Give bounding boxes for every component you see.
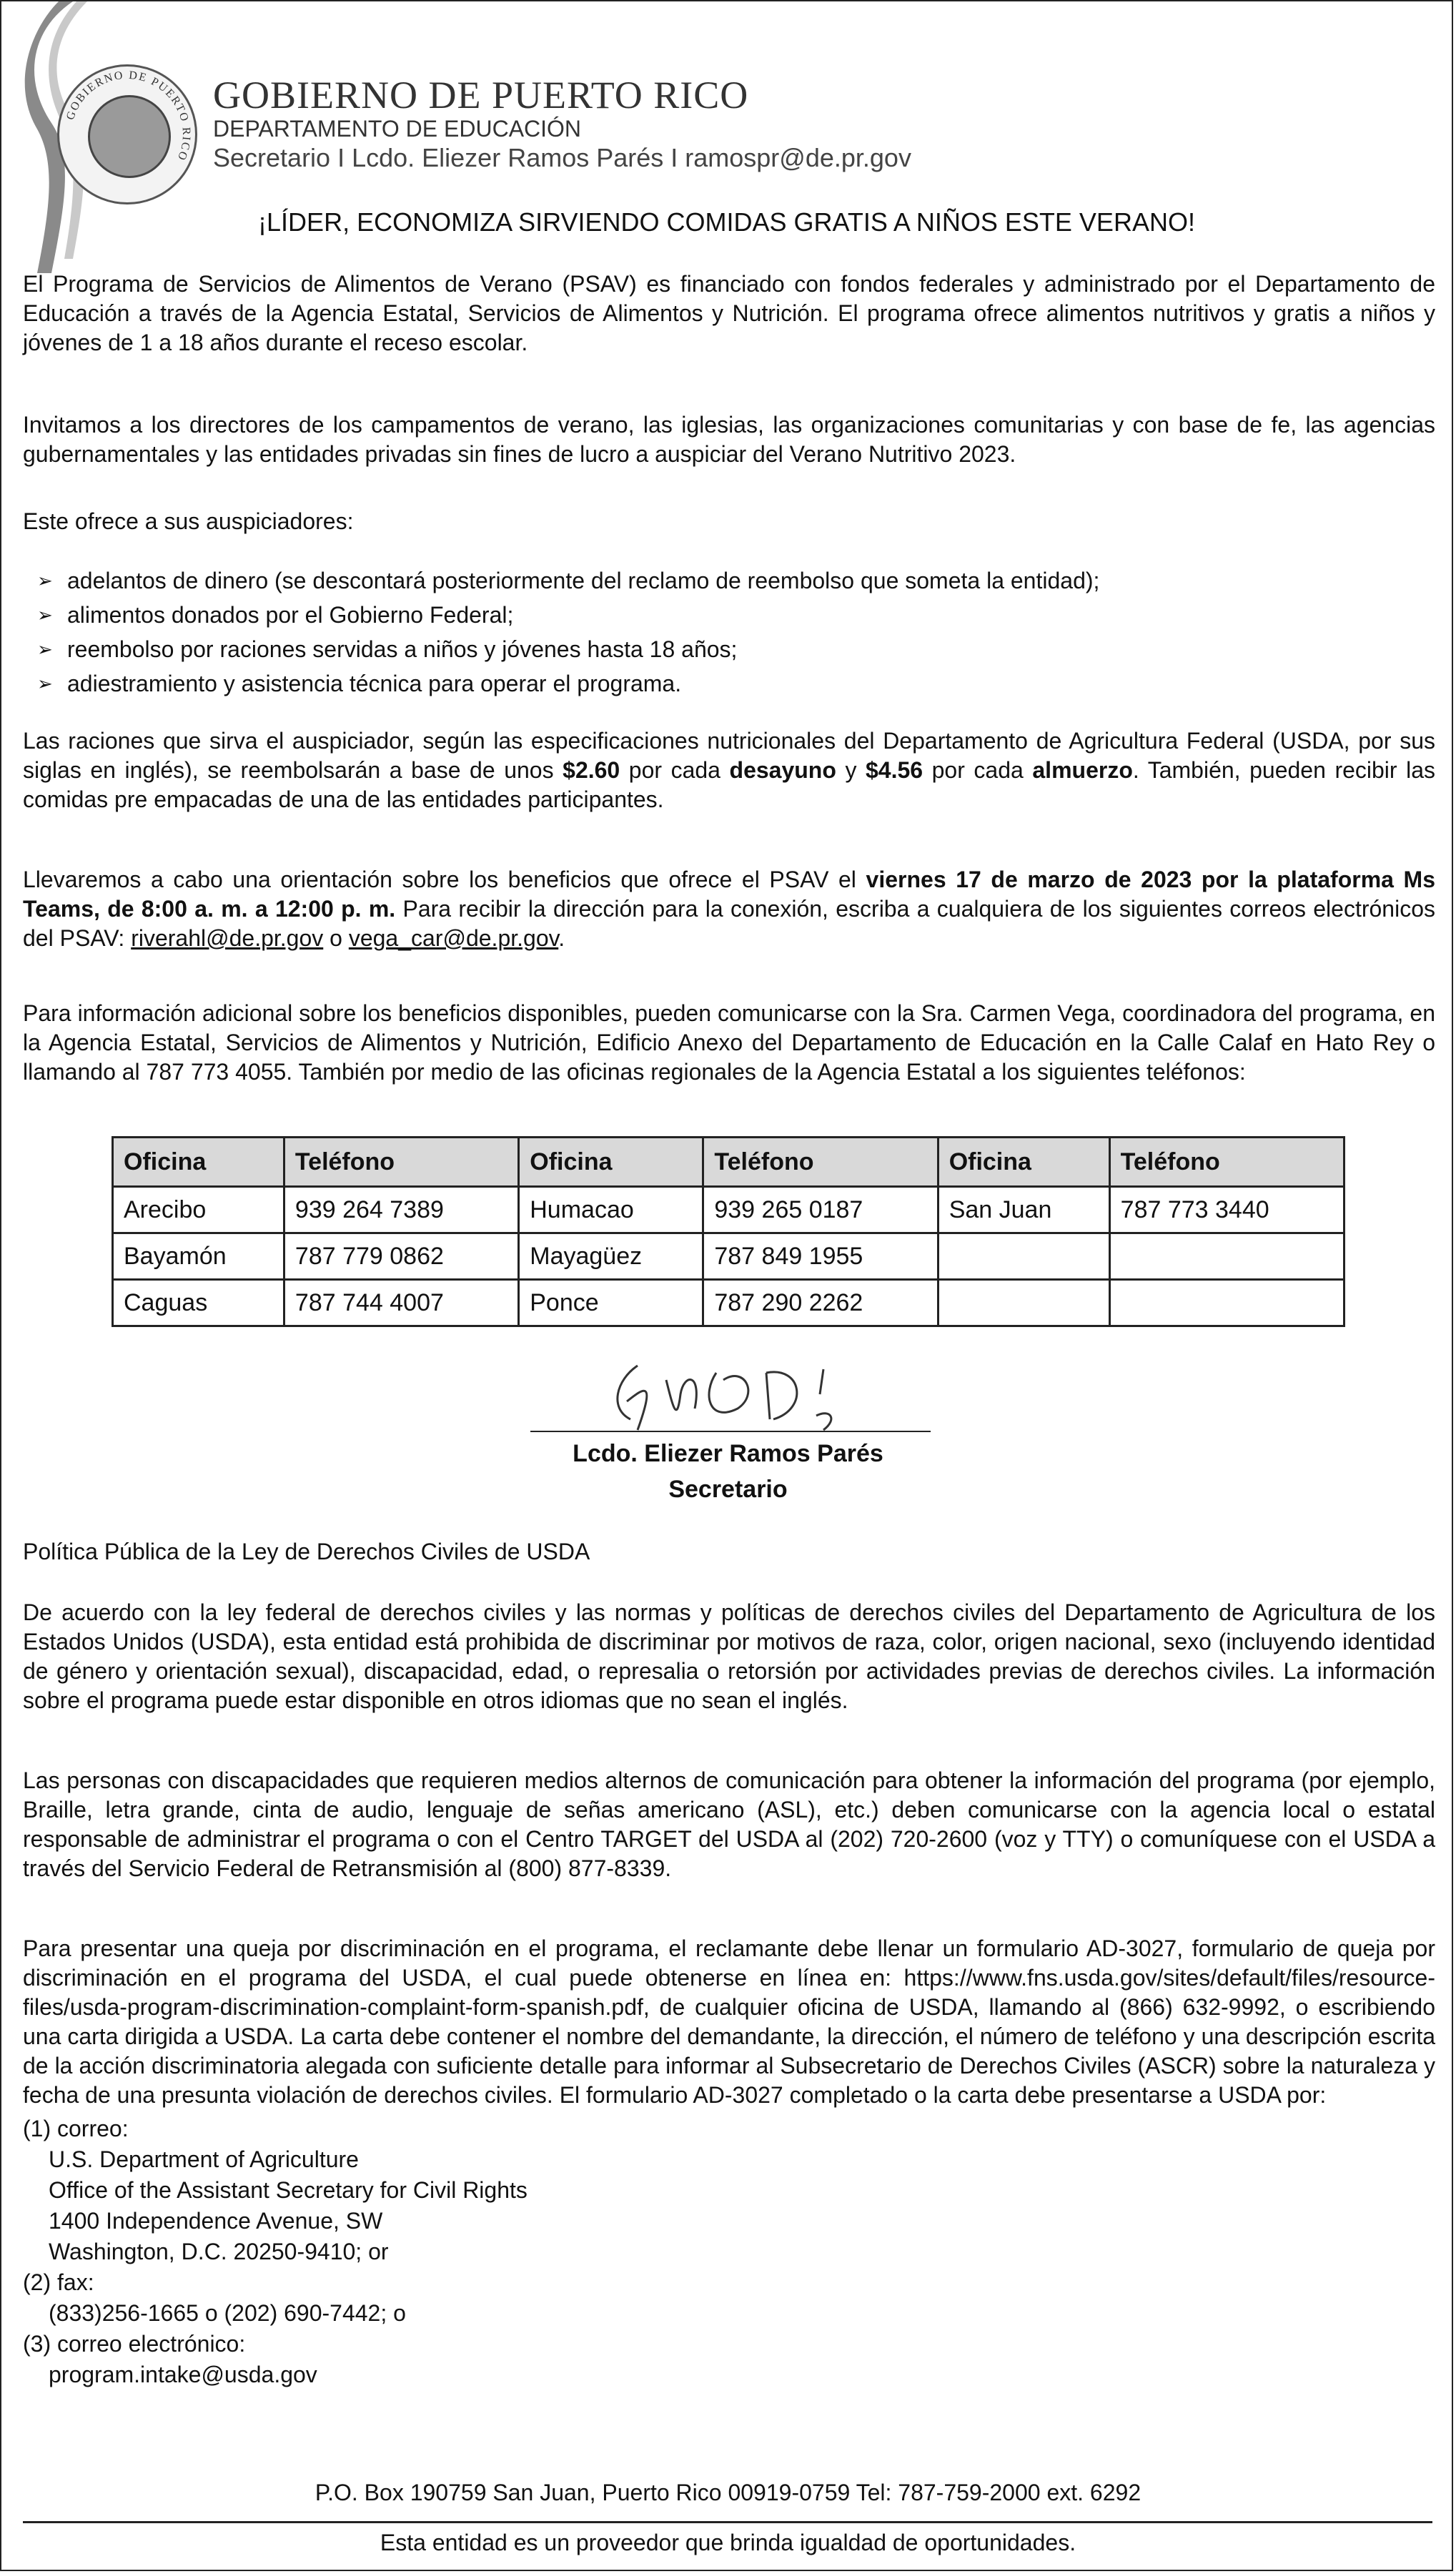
paragraph-reimbursement: Las raciones que sirva el auspiciador, según las especificaciones nutricionales del Departamento de Agricultura Federal (USDA, por sus siglas en inglés), se reembolsarán a base de unos $2.60 por cada desayuno y $4.56 por cada almuerzo. También, pueden recibir las comidas pre empacadas de una de las entidades participantes. bbox=[23, 728, 1436, 812]
table-cell: Caguas bbox=[113, 1280, 284, 1326]
footer-equal-opportunity-note: Esta entidad es un proveedor que brinda igualdad de oportunidades. bbox=[380, 2530, 1076, 2555]
table-row bbox=[113, 1187, 1344, 1233]
list-item: ➢ alimentos donados por el Gobierno Federal; bbox=[37, 598, 1099, 632]
table-cell: Ponce bbox=[519, 1280, 703, 1326]
list-item: ➢ reembolso por raciones servidas a niños y jóvenes hasta 18 años; bbox=[37, 632, 1099, 666]
handwritten-signature bbox=[530, 1351, 931, 1444]
table-cell: Humacao bbox=[519, 1187, 703, 1233]
address-line: (833)256-1665 o (202) 690-7442; o bbox=[49, 2300, 406, 2326]
table-cell bbox=[938, 1233, 1109, 1280]
table-cell: 787 290 2262 bbox=[703, 1280, 938, 1326]
email-link-riverahl[interactable]: riverahl@de.pr.gov bbox=[131, 925, 324, 951]
column-header: Oficina bbox=[938, 1138, 1109, 1187]
benefits-list bbox=[37, 563, 1099, 701]
table-cell: 787 779 0862 bbox=[284, 1233, 518, 1280]
paragraph-orientation: Llevaremos a cabo una orientación sobre los beneficios que ofrece el PSAV el viernes 17 de marzo de 2023 por la plataforma Ms Teams, de 8:00 a. m. a 12:00 p. m. Para recibir la dirección para la conexión, escriba a cualquiera de los siguientes correos electrónicos del PSAV: riverahl@de.pr.gov o vega_car@de.pr.gov. bbox=[23, 867, 1436, 951]
address-line: 1400 Independence Avenue, SW bbox=[49, 2208, 383, 2234]
column-header: Oficina bbox=[113, 1138, 284, 1187]
table-cell: 939 265 0187 bbox=[703, 1187, 938, 1233]
column-header: Teléfono bbox=[284, 1138, 518, 1187]
paragraph-contact: Para información adicional sobre los beneficios disponibles, pueden comunicarse con la Sra. Carmen Vega, coordinadora del programa, en la Agencia Estatal, Servicios de Alimentos y Nutrición, Edificio Anexo del Departamento de Educación en la Calle Calaf en Hato Rey o llamando al 787 773 4055. También por medio de las oficinas regionales de la Agencia Estatal a los siguientes teléfonos: bbox=[23, 1000, 1435, 1085]
address-line: (1) correo: bbox=[23, 2116, 129, 2141]
list-item: ➢ adiestramiento y asistencia técnica para operar el programa. bbox=[37, 666, 1099, 701]
signature-block bbox=[1, 1436, 1453, 1507]
address-line: (2) fax: bbox=[23, 2269, 94, 2295]
paragraph-offers-intro: Este ofrece a sus auspiciadores: bbox=[23, 508, 354, 534]
table-cell: 787 773 3440 bbox=[1109, 1187, 1344, 1233]
table-cell: 939 264 7389 bbox=[284, 1187, 518, 1233]
table-cell bbox=[1109, 1280, 1344, 1326]
department-title: DEPARTAMENTO DE EDUCACIÓN bbox=[213, 116, 582, 142]
arrow-bullet-icon: ➢ bbox=[37, 570, 53, 591]
list-item: ➢ adelantos de dinero (se descontará posteriormente del reclamo de reembolso que someta la entidad); bbox=[37, 563, 1099, 598]
table-row bbox=[113, 1280, 1344, 1326]
table-cell: Arecibo bbox=[113, 1187, 284, 1233]
policy-paragraph-disabilities: Las personas con discapacidades que requieren medios alternos de comunicación para obtener la información del programa (por ejemplo, Braille, letra grande, cinta de audio, lenguaje de señas americano (ASL), etc.) deben comunicarse con la agencia local o estatal responsable de administrar el programa o con el Centro TARGET del USDA al (202) 720-2600 (voz y TTY) o comuníquese con el USDA a través del Servicio Federal de Retransmisión al (800) 877-8339. bbox=[23, 1767, 1435, 1881]
table-cell bbox=[938, 1280, 1109, 1326]
email-link-vega[interactable]: vega_car@de.pr.gov bbox=[348, 925, 559, 951]
address-line: Washington, D.C. 20250-9410; or bbox=[49, 2239, 389, 2264]
table-cell: 787 849 1955 bbox=[703, 1233, 938, 1280]
column-header: Teléfono bbox=[703, 1138, 938, 1187]
paragraph-invitation: Invitamos a los directores de los campamentos de verano, las iglesias, las organizaciones comunitarias y con base de fe, las agencias gubernamentales y las entidades privadas sin fines de lucro a auspiciar del Verano Nutritivo 2023. bbox=[23, 412, 1435, 467]
table-header-row bbox=[113, 1138, 1344, 1187]
arrow-bullet-icon: ➢ bbox=[37, 638, 53, 660]
arrow-bullet-icon: ➢ bbox=[37, 673, 53, 694]
government-title: GOBIERNO DE PUERTO RICO bbox=[213, 74, 749, 117]
table-cell: 787 744 4007 bbox=[284, 1280, 518, 1326]
paragraph-program: El Programa de Servicios de Alimentos de Verano (PSAV) es financiado con fondos federales y administrado por el Departamento de Educación a través de la Agencia Estatal, Servicios de Alimentos y Nutrición. El programa ofrece alimentos nutritivos y gratis a niños y jóvenes de 1 a 18 años durante el receso escolar. bbox=[23, 271, 1435, 355]
address-line: (3) correo electrónico: bbox=[23, 2331, 246, 2357]
policy-paragraph-nondiscrimination: De acuerdo con la ley federal de derechos civiles y las normas y políticas de derechos civiles del Departamento de Agricultura de los Estados Unidos (USDA), esta entidad está prohibida de discriminar por motivos de raza, color, origen nacional, sexo (incluyendo identidad de género y orientación sexual), discapacidad, edad, o represalia o retorsión por actividades previas de derechos civiles. La información sobre el programa puede estar disponible en otros idiomas que no sean el inglés. bbox=[23, 1599, 1435, 1713]
address-line: Office of the Assistant Secretary for Civil Rights bbox=[49, 2177, 528, 2203]
address-line: U.S. Department of Agriculture bbox=[49, 2146, 359, 2172]
address-line: program.intake@usda.gov bbox=[49, 2362, 317, 2387]
signatory-title: Secretario bbox=[668, 1476, 788, 1503]
table-cell: San Juan bbox=[938, 1187, 1109, 1233]
column-header: Teléfono bbox=[1109, 1138, 1344, 1187]
table-row bbox=[113, 1233, 1344, 1280]
government-seal-icon bbox=[57, 64, 197, 204]
footer-address: P.O. Box 190759 San Juan, Puerto Rico 00919-0759 Tel: 787-759-2000 ext. 6292 bbox=[315, 2480, 1141, 2505]
table-cell: Bayamón bbox=[113, 1233, 284, 1280]
policy-title: Política Pública de la Ley de Derechos Civiles de USDA bbox=[23, 1539, 590, 1564]
regional-offices-table bbox=[112, 1136, 1345, 1327]
signatory-name: Lcdo. Eliezer Ramos Parés bbox=[573, 1440, 883, 1467]
headline: ¡LÍDER, ECONOMIZA SIRVIENDO COMIDAS GRATIS A NIÑOS ESTE VERANO! bbox=[258, 207, 1195, 237]
footer-divider bbox=[23, 2521, 1432, 2523]
arrow-bullet-icon: ➢ bbox=[37, 604, 53, 626]
svg-text:GOBIERNO DE PUERTO RICO: GOBIERNO DE PUERTO RICO bbox=[64, 69, 193, 163]
table-cell: Mayagüez bbox=[519, 1233, 703, 1280]
table-cell bbox=[1109, 1233, 1344, 1280]
letterhead bbox=[1, 1, 1452, 216]
secretary-line: Secretario I Lcdo. Eliezer Ramos Parés I ramospr@de.pr.gov bbox=[213, 143, 911, 172]
complaint-address-list bbox=[23, 2114, 528, 2390]
policy-paragraph-complaint: Para presentar una queja por discriminación en el programa, el reclamante debe llenar un formulario AD-3027, formulario de queja por discriminación en el programa del USDA, el cual puede obtenerse en línea en: https://www.fns.usda.gov/sites/default/files/resource-files/usda-program-discrimination-complaint-form-spanish.pdf, de cualquier oficina de USDA, llamando al (866) 632-9992, o escribiendo una carta dirigida a USDA. La carta debe contener el nombre del demandante, la dirección, el número de teléfono y una descripción escrita de la acción discriminatoria alegada con suficiente detalle para informar al Subsecretario de Derechos Civiles (ASCR) sobre la naturaleza y fecha de una presunta violación de derechos civiles. El formulario AD-3027 completado o la carta debe presentarse a USDA por: bbox=[23, 1936, 1435, 2108]
column-header: Oficina bbox=[519, 1138, 703, 1187]
